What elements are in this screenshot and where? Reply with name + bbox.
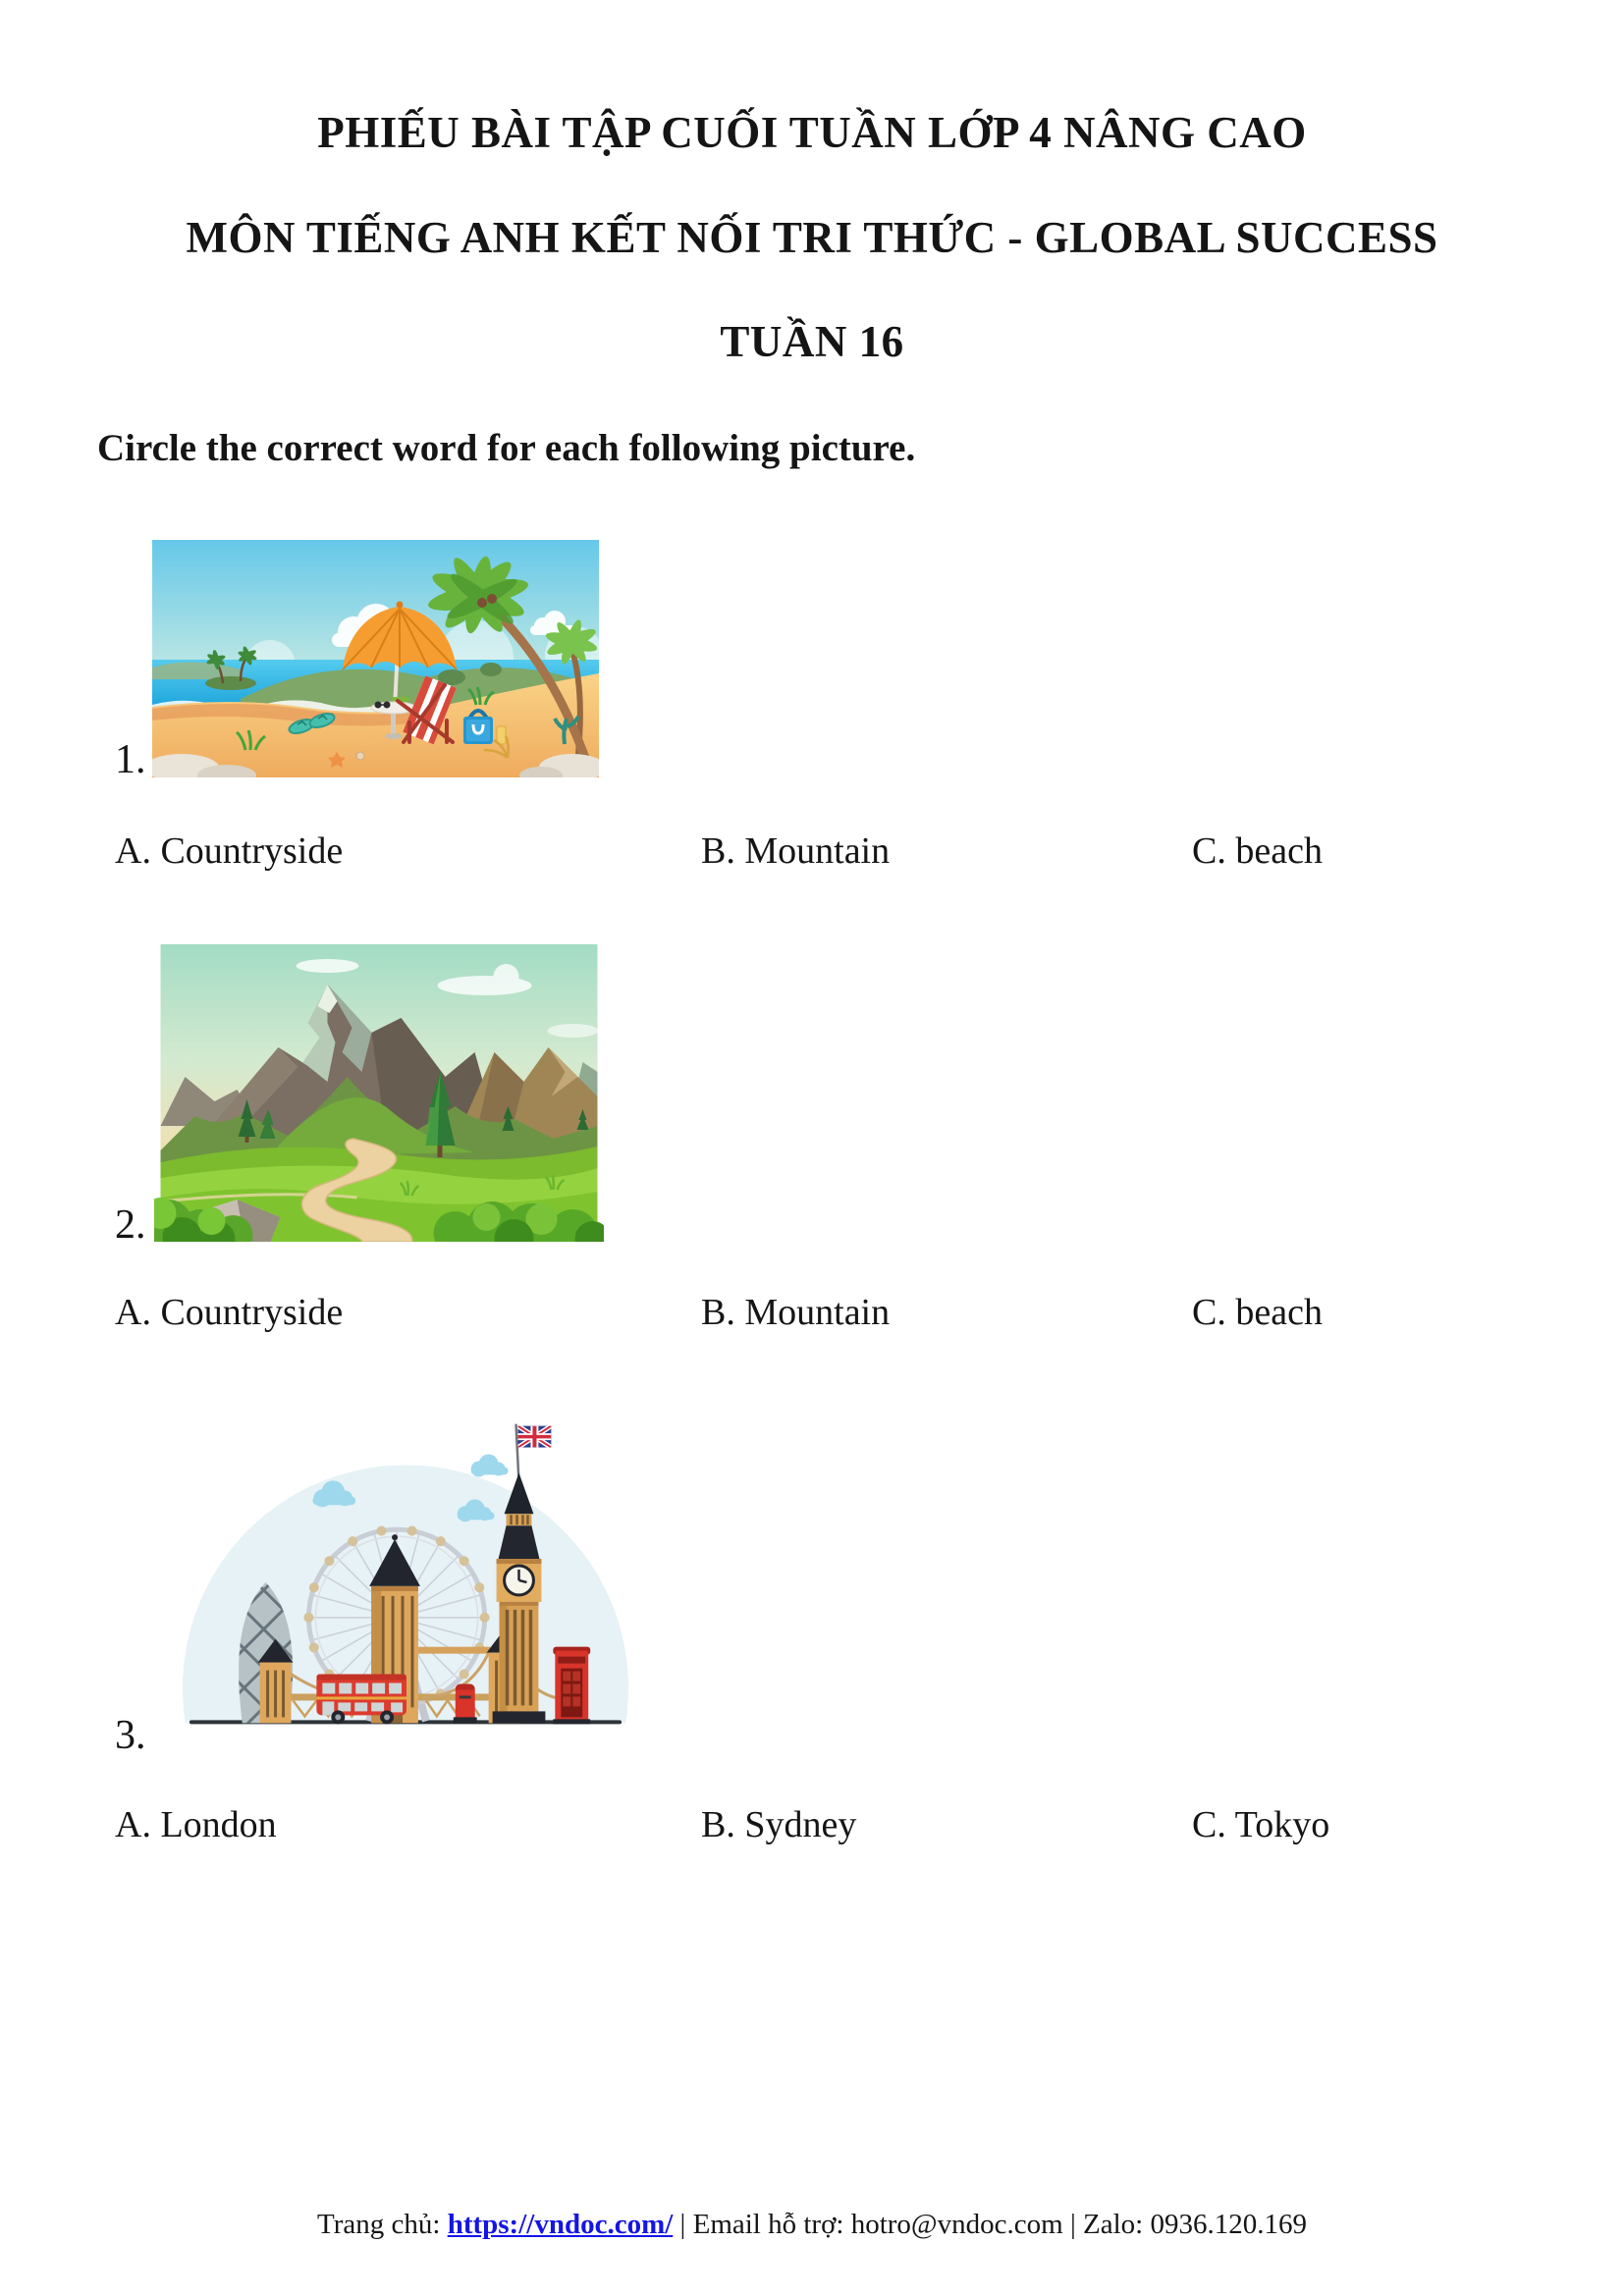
title-line-2: MÔN TIẾNG ANH KẾT NỐI TRI THỨC - GLOBAL SUCCESS <box>186 213 1438 262</box>
footer-home-link[interactable]: https://vndoc.com/ <box>447 2209 674 2240</box>
london-illustration <box>176 1414 635 1730</box>
question-3-option-a[interactable]: A. London <box>115 1804 277 1845</box>
question-1-option-b[interactable]: B. Mountain <box>701 830 891 872</box>
question-2-number: 2. <box>115 1202 146 1248</box>
footer <box>0 2209 1624 2241</box>
footer-contact: | Email hỗ trợ: hotro@vndoc.com | Zalo: 0936.120.169 <box>673 2209 1307 2240</box>
question-2-option-b[interactable]: B. Mountain <box>701 1292 891 1333</box>
instruction: Circle the correct word for each following picture. <box>97 427 916 469</box>
shell <box>356 752 364 760</box>
question-1-option-c[interactable]: C. beach <box>1192 830 1323 872</box>
question-3-number: 3. <box>115 1713 146 1758</box>
title-line-1: PHIẾU BÀI TẬP CUỐI TUẦN LỚP 4 NÂNG CAO <box>317 108 1307 157</box>
question-1-number: 1. <box>115 737 146 782</box>
question-3-option-c[interactable]: C. Tokyo <box>1192 1804 1330 1845</box>
footer-home-label: Trang chủ: <box>317 2209 448 2240</box>
title-line-3: TUẦN 16 <box>720 317 904 366</box>
mountain-illustration <box>154 944 604 1242</box>
question-3-option-b[interactable]: B. Sydney <box>701 1804 857 1845</box>
post-box <box>454 1684 477 1724</box>
beach-illustration <box>152 540 599 777</box>
uk-flag <box>518 1426 552 1448</box>
question-2-option-a[interactable]: A. Countryside <box>115 1292 344 1333</box>
phone-booth <box>553 1647 590 1725</box>
question-2-option-c[interactable]: C. beach <box>1192 1292 1323 1333</box>
question-1-option-a[interactable]: A. Countryside <box>115 830 344 872</box>
